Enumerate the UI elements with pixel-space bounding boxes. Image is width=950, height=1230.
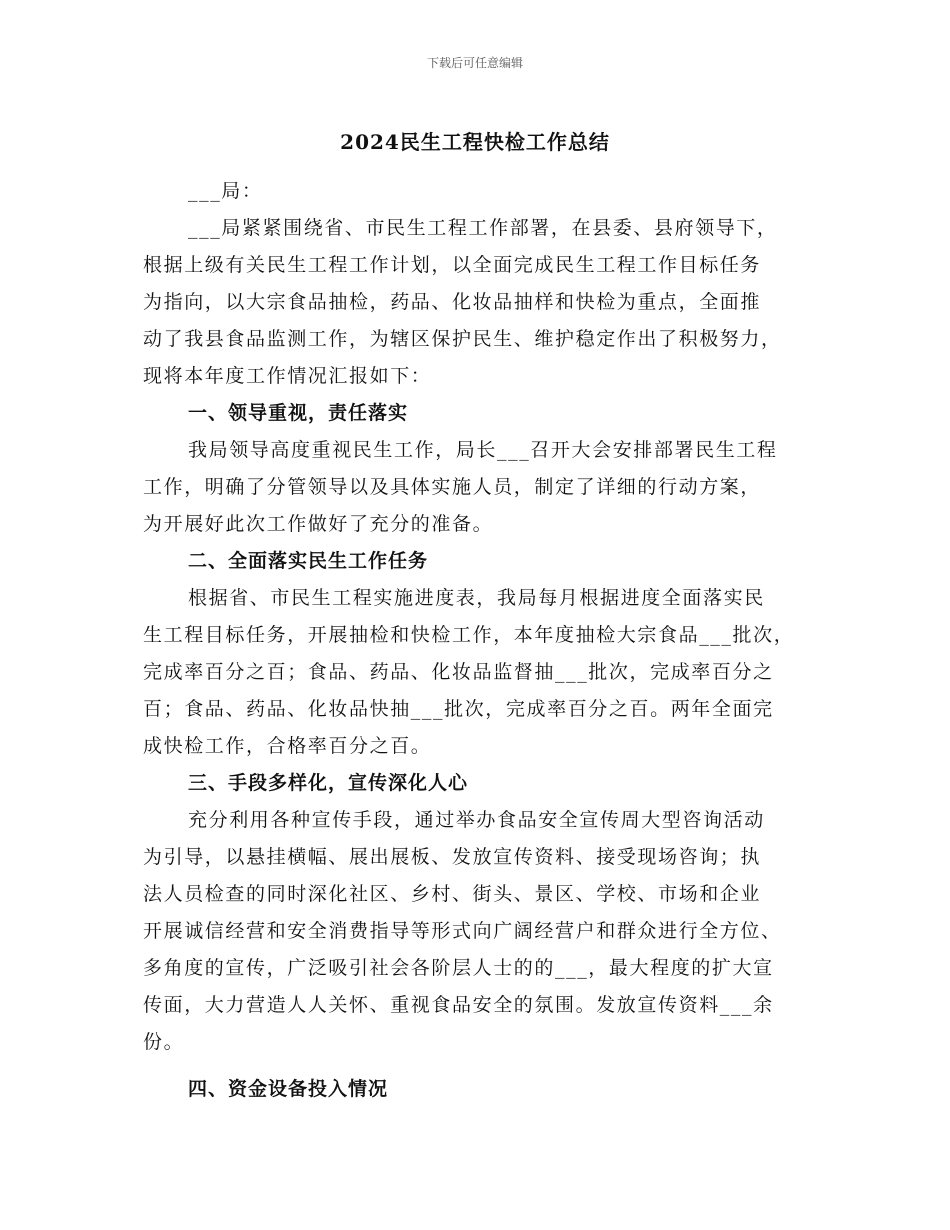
section-heading-2: 二、全面落实民生工作任务 [188, 550, 429, 572]
paragraph-line: ___局紧紧围绕省、市民生工程工作部署，在县委、县府领导下， [188, 217, 778, 239]
document-title: 2024民生工程快检工作总结 [340, 130, 610, 154]
section-heading-4: 四、资金设备投入情况 [188, 1078, 389, 1100]
paragraph-line: 充分利用各种宣传手段，通过举办食品安全宣传周大型咨询活动 [188, 809, 765, 831]
paragraph-line: 动了我县食品监测工作，为辖区保护民生、维护稳定作出了积极努力， [143, 328, 782, 350]
paragraph-line: 我局领导高度重视民生工作，局长___召开大会安排部署民生工程 [188, 439, 778, 461]
paragraph-line: 百；食品、药品、化妆品快抽___批次，完成率百分之百。两年全面完 [143, 698, 774, 720]
paragraph-line: 根据上级有关民生工程工作计划，以全面完成民生工程工作目标任务 [143, 254, 762, 276]
paragraph-line: 完成率百分之百；食品、药品、化妆品监督抽___批次，完成率百分之 [143, 661, 774, 683]
paragraph-line: 传面，大力营造人人关怀、重视食品安全的氛围。发放宣传资料___余 [143, 994, 774, 1016]
paragraph-line: 根据省、市民生工程实施进度表，我局每月根据进度全面落实民 [188, 587, 765, 609]
paragraph-line: 开展诚信经营和安全消费指导等形式向广阔经营户和群众进行全方位、 [143, 920, 782, 942]
header-note: 下载后可任意编辑 [426, 56, 523, 70]
paragraph-line: 法人员检查的同时深化社区、乡村、街头、景区、学校、市场和企业 [143, 883, 762, 905]
paragraph-line: 多角度的宣传，广泛吸引社会各阶层人士的的___，最大程度的扩大宣 [143, 957, 774, 979]
spacer [143, 1061, 833, 1071]
paragraph-line: 工作，明确了分管领导以及具体实施人员，制定了详细的行动方案， [143, 476, 762, 498]
salutation: ___局： [188, 180, 263, 202]
paragraph-line: 成快检工作，合格率百分之百。 [143, 735, 432, 757]
section-heading-3: 三、手段多样化，宣传深化人心 [188, 772, 469, 794]
paragraph-line: 份。 [143, 1031, 185, 1053]
paragraph-line: 现将本年度工作情况汇报如下： [143, 365, 432, 387]
document-body [143, 173, 833, 1108]
paragraph-line: 为指向，以大宗食品抽检，药品、化妆品抽样和快检为重点，全面推 [143, 291, 762, 313]
paragraph-line: 为开展好此次工作做好了充分的准备。 [143, 513, 494, 535]
paragraph-line: 生工程目标任务，开展抽检和快检工作，本年度抽检大宗食品___批次， [143, 624, 795, 646]
section-heading-1: 一、领导重视，责任落实 [188, 402, 409, 424]
paragraph-line: 为引导，以悬挂横幅、展出展板、发放宣传资料、接受现场咨询；执 [143, 846, 762, 868]
